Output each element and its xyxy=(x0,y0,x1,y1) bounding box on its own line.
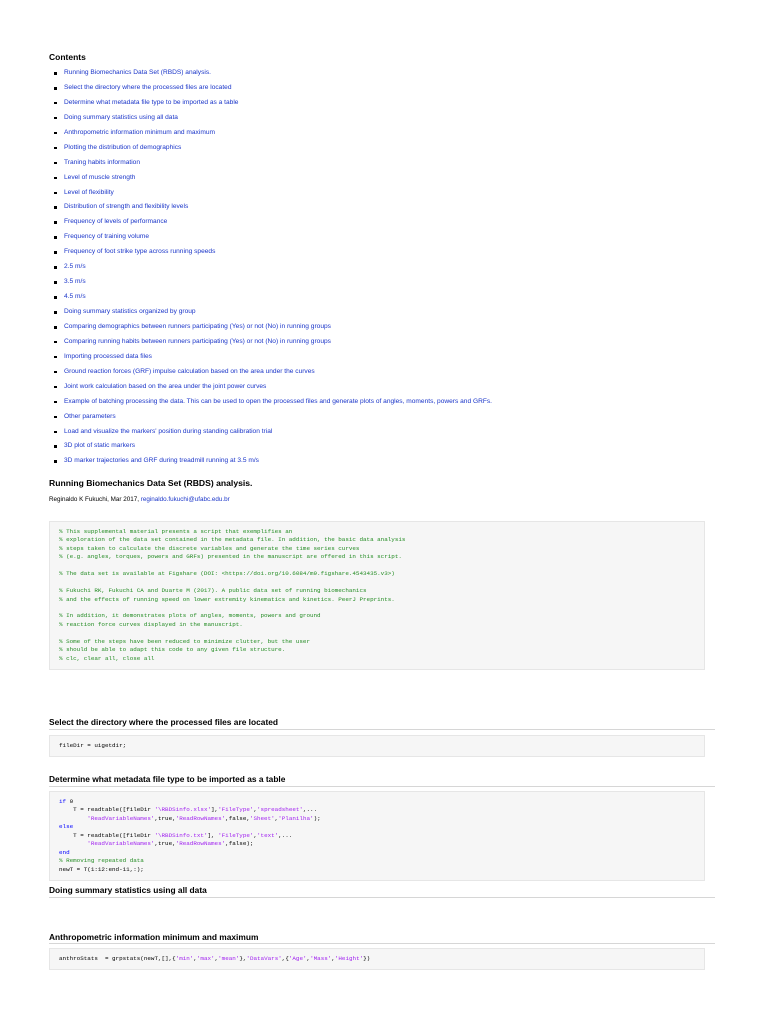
code-string: 'Sheet' xyxy=(249,814,275,822)
toc-link[interactable]: Comparing running habits between runners participating (Yes) or not (No) in running groups xyxy=(64,337,331,345)
code-comment-line xyxy=(59,579,704,587)
code-comment-line: % should be able to adapt this code to any given file structure. xyxy=(59,646,286,654)
code-comment-line: % The data set is available at Figshare (DOI: <https://doi.org/10.6084/m9.figshare.4543435.v3>) xyxy=(59,570,395,578)
code-string: 'Mass' xyxy=(310,955,332,962)
toc-link[interactable]: Ground reaction forces (GRF) impulse calculation based on the area under the curves xyxy=(64,367,315,375)
toc-link[interactable]: 2.5 m/s xyxy=(64,263,86,271)
code-comment-line: % exploration of the data set contained in the metadata file. In addition, the basic data analysis xyxy=(59,536,406,544)
toc-link[interactable]: Select the directory where the processed files are located xyxy=(64,83,232,91)
code-text: }, xyxy=(239,955,247,962)
code-string: 'ReadVariableNames' xyxy=(87,814,155,822)
code-string: 'Age' xyxy=(288,955,307,962)
code-text: ,true, xyxy=(154,814,176,822)
bullet-icon xyxy=(54,132,57,135)
code-string: 'ReadRowNames' xyxy=(175,814,226,822)
code-string: '\RBDSinfo.xlsx' xyxy=(154,806,212,814)
author-email-link[interactable]: reginaldo.fukuchi@ufabc.edu.br xyxy=(140,496,230,503)
code-comment-line: % (e.g. angles, torques, powers and GRFs) presented in the manuscript are offered in this script. xyxy=(59,553,402,561)
toc-link[interactable]: Load and visualize the markers' position during standing calibration trial xyxy=(64,427,273,435)
code-comment-line: % and the effects of running speed on lower extremity kinematics and kinetics. PeerJ Preprints. xyxy=(59,595,395,603)
toc-link[interactable]: Level of flexibility xyxy=(64,188,114,196)
code-string: 'FileType' xyxy=(218,806,254,814)
bullet-icon xyxy=(54,296,57,299)
toc-link[interactable]: Determine what metadata file type to be imported as a table xyxy=(64,98,239,106)
toc-link[interactable]: Level of muscle strength xyxy=(64,173,136,181)
code-line: fileDir = uigetdir; xyxy=(59,742,127,749)
code-string: 'ReadRowNames' xyxy=(175,840,226,848)
code-text xyxy=(59,815,87,822)
code-line xyxy=(59,955,704,963)
code-comment-line: % reaction force curves displayed in the manuscript. xyxy=(59,620,243,628)
code-text: , xyxy=(331,955,335,962)
code-line xyxy=(59,866,704,874)
bullet-icon xyxy=(54,386,57,389)
code-text: ,false); xyxy=(225,840,254,848)
code-string: 'Height' xyxy=(334,955,364,962)
bullet-icon xyxy=(54,371,57,374)
toc-link[interactable]: Plotting the distribution of demographics xyxy=(64,143,182,151)
toc-link[interactable]: Other parameters xyxy=(64,412,116,420)
bullet-icon xyxy=(54,445,57,448)
code-text: }) xyxy=(363,955,371,962)
code-text: 0 xyxy=(66,798,74,805)
page-title: Running Biomechanics Data Set (RBDS) analysis. xyxy=(49,478,253,488)
bullet-icon xyxy=(54,251,57,254)
bullet-icon xyxy=(54,221,57,224)
section-divider xyxy=(49,943,715,944)
code-comment-line: % clc, clear all, close all xyxy=(59,654,155,662)
toc-link[interactable]: Running Biomechanics Data Set (RBDS) analysis. xyxy=(64,69,211,76)
code-string: 'spreadsheet' xyxy=(257,806,303,814)
code-line xyxy=(59,840,704,848)
code-string: 'max' xyxy=(196,955,215,962)
toc-link[interactable]: 3D marker trajectories and GRF during treadmill running at 3.5 m/s xyxy=(64,457,259,465)
code-string: 'min' xyxy=(175,955,194,962)
bullet-icon xyxy=(54,87,57,90)
section-title-metadata: Determine what metadata file type to be imported as a table xyxy=(49,774,286,784)
code-line xyxy=(59,806,704,814)
code-comment-line: % In addition, it demonstrates plots of angles, moments, powers and ground xyxy=(59,612,321,620)
code-string: 'DataVars' xyxy=(246,955,282,962)
code-line xyxy=(59,849,704,857)
code-line xyxy=(59,823,704,831)
toc-link[interactable]: Frequency of levels of performance xyxy=(64,218,168,226)
bullet-icon xyxy=(54,177,57,180)
intro-code-block xyxy=(49,521,705,670)
toc-link[interactable]: Importing processed data files xyxy=(64,352,152,360)
code-string: '\RBDSinfo.txt' xyxy=(154,831,208,839)
code-string: 'mean' xyxy=(218,955,240,962)
toc-link[interactable]: Frequency of training volume xyxy=(64,233,150,241)
toc-link[interactable]: Traning habits information xyxy=(64,158,140,166)
bullet-icon xyxy=(54,281,57,284)
bullet-icon xyxy=(54,117,57,120)
toc-link[interactable]: Doing summary statistics using all data xyxy=(64,113,178,121)
bullet-icon xyxy=(54,236,57,239)
bullet-icon xyxy=(54,311,57,314)
code-text: ,true, xyxy=(154,840,176,848)
code-text: ,{ xyxy=(281,955,289,962)
code-comment-line: % This supplemental material presents a script that exemplifies an xyxy=(59,528,293,535)
code-text: newT = T(1:12:end-11,:); xyxy=(59,865,144,873)
code-comment-line: % Some of the steps have been reduced to minimize clutter, but the user xyxy=(59,637,310,645)
code-string: 'ReadVariableNames' xyxy=(87,840,155,848)
code-comment-line xyxy=(59,604,704,612)
bullet-icon xyxy=(54,431,57,434)
bullet-icon xyxy=(54,72,57,75)
bullet-icon xyxy=(54,460,57,463)
toc-link[interactable]: Example of batching processing the data. This can be used to open the processed files and generate plots of angles, moments, powers and GRFs. xyxy=(64,397,492,405)
code-line xyxy=(59,832,704,840)
code-comment-line: % Fukuchi RK, Fukuchi CA and Duarte M (2017). A public data set of running biomechanics xyxy=(59,587,367,595)
code-keyword: end xyxy=(59,848,70,856)
code-comment: % Removing repeated data xyxy=(59,857,144,865)
toc-link[interactable]: 3D plot of static markers xyxy=(64,442,136,450)
bullet-icon xyxy=(54,356,57,359)
bullet-icon xyxy=(54,416,57,419)
author-text: Reginaldo K Fukuchi, Mar 2017, xyxy=(49,496,141,503)
code-text: ,... xyxy=(278,831,293,839)
code-text: , xyxy=(274,814,279,822)
bullet-icon xyxy=(54,162,57,165)
code-comment-line xyxy=(59,562,704,570)
code-line xyxy=(59,857,704,865)
code-text: , xyxy=(253,806,257,814)
code-comment-line: % steps taken to calculate the discrete variables and generate the time series curves xyxy=(59,544,360,552)
code-line xyxy=(59,798,704,806)
toc-link[interactable]: 4.5 m/s xyxy=(64,293,86,301)
contents-heading: Contents xyxy=(49,52,86,62)
code-comment-line xyxy=(59,629,704,637)
code-string: 'text' xyxy=(257,831,279,839)
code-text: anthroStats = grpstats(newT,[],{ xyxy=(59,955,176,962)
code-text: ,... xyxy=(302,806,318,814)
section-divider xyxy=(49,897,715,898)
toc-link[interactable]: Anthropometric information minimum and maximum xyxy=(64,128,215,136)
bullet-icon xyxy=(54,206,57,209)
toc-link[interactable]: 3.5 m/s xyxy=(64,278,86,286)
toc-link[interactable]: Joint work calculation based on the area under the joint power curves xyxy=(64,382,267,390)
code-text: , xyxy=(214,955,219,962)
bullet-icon xyxy=(54,326,57,329)
code-keyword: else xyxy=(59,823,74,831)
code-text: T = readtable([fileDir xyxy=(59,806,155,814)
code-text: ,false, xyxy=(225,814,250,822)
section-divider xyxy=(49,729,715,730)
code-text: ); xyxy=(313,814,321,822)
bullet-icon xyxy=(54,192,57,195)
section-title-summary-statistics: Doing summary statistics using all data xyxy=(49,885,207,895)
toc-link[interactable]: Distribution of strength and flexibility levels xyxy=(64,203,189,211)
code-line xyxy=(59,815,704,823)
bullet-icon xyxy=(54,266,57,269)
section-divider xyxy=(49,786,715,787)
author-line xyxy=(49,496,230,503)
metadata-code-block xyxy=(49,791,705,881)
select-dir-code-block xyxy=(49,735,705,757)
toc-link[interactable]: Frequency of foot strike type across running speeds xyxy=(64,248,216,256)
code-string: 'FileType' xyxy=(218,831,254,839)
code-text: ], xyxy=(211,806,219,814)
bullet-icon xyxy=(54,401,57,404)
code-string: 'Planilha' xyxy=(278,814,314,822)
anthro-code-block xyxy=(49,948,705,970)
code-text: ], xyxy=(207,831,219,839)
bullet-icon xyxy=(54,147,57,150)
code-keyword: if xyxy=(59,798,67,805)
code-text: , xyxy=(306,955,311,962)
bullet-icon xyxy=(54,102,57,105)
toc-link[interactable]: Doing summary statistics organized by group xyxy=(64,308,196,315)
code-text xyxy=(59,840,87,847)
code-text: , xyxy=(193,955,197,962)
code-text: T = readtable([fileDir xyxy=(59,831,155,839)
toc-link[interactable]: Comparing demographics between runners participating (Yes) or not (No) in running groups xyxy=(64,322,331,330)
section-title-anthropometric: Anthropometric information minimum and maximum xyxy=(49,932,259,942)
section-title-select-directory: Select the directory where the processed files are located xyxy=(49,717,279,727)
code-text: , xyxy=(253,831,257,839)
bullet-icon xyxy=(54,341,57,344)
